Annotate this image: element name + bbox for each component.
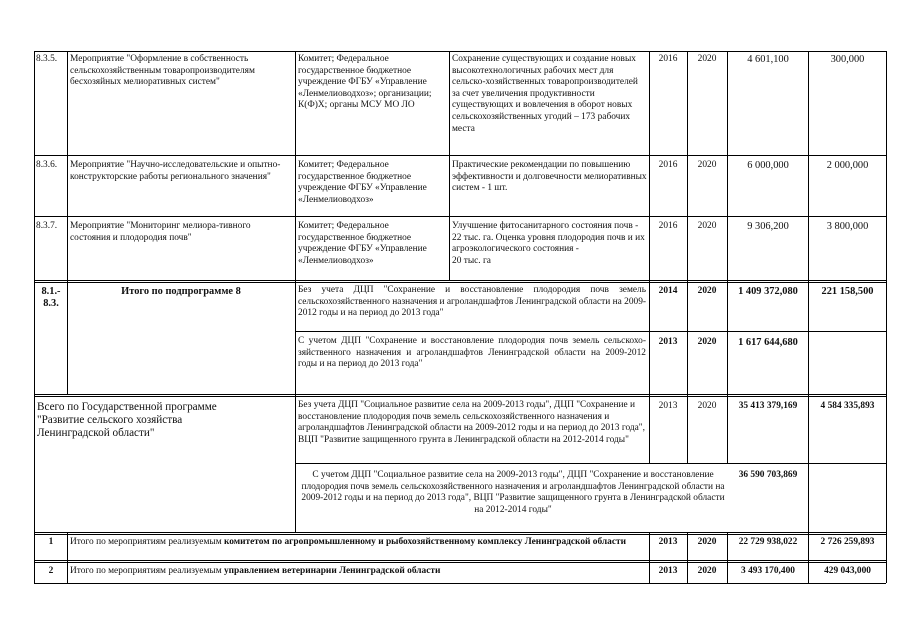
row-divider (295, 331, 886, 332)
subtotal-without-end: 2020 (697, 286, 717, 296)
final-row-end: 2020 (697, 566, 717, 576)
subtotal-without-total: 1 409 372,080 (738, 286, 798, 297)
final-row-regional: 429 043,000 (824, 566, 871, 576)
final-row-text (70, 566, 645, 578)
program-total-label: Всего по Государственной программе "Развитие сельского хозяйства Ленинградской области" (37, 401, 217, 440)
row-number: 8.3.6. (36, 160, 58, 170)
event-name: Мероприятие "Мониторинг мелиора-тивного состояния и плодородия почв" (70, 221, 251, 243)
table-border-left (34, 51, 35, 583)
expected-result: Практические рекомендации по повышению эффективности и долговечности мелиоративных систем - 1 шт. (452, 160, 647, 194)
start-year: 2016 (658, 221, 678, 231)
row-number: 8.3.7. (36, 221, 58, 231)
executor: Комитет; Федеральное государственное бюджетное учреждение ФГБУ «Управление «Ленмелиоводхоз» (298, 160, 427, 205)
table-border-top (34, 51, 886, 52)
end-year: 2020 (697, 160, 717, 170)
end-year: 2020 (697, 221, 717, 231)
final-row-start: 2013 (658, 566, 678, 576)
subtotal-number: 8.1.- 8.3. (41, 286, 61, 310)
start-year: 2016 (658, 160, 678, 170)
col-divider (449, 51, 450, 280)
program-without-total: 35 413 379,169 (738, 401, 798, 411)
final-row-end: 2020 (697, 537, 717, 547)
expected-result: Сохранение существующих и создание новых высокотехнологичных рабочих мест для сельско-хозяйственных товаропроизводителей за счет увеличения продуктивности существующих и вовлечения в оборот новых сельскохозяйственных угодий – 173 рабочих места (452, 54, 638, 134)
final-row-start: 2013 (658, 537, 678, 547)
event-name: Мероприятие "Оформление в собственность сельскохозяйственным товаропроизводителям бесхозяйных мелиоративных систем" (70, 54, 255, 88)
regional-amount: 3 800,000 (826, 221, 869, 232)
regional-amount: 2 000,000 (826, 160, 869, 171)
subtotal-without-start: 2014 (658, 286, 678, 296)
end-year: 2020 (697, 54, 717, 64)
total-amount: 9 306,200 (747, 221, 789, 232)
total-amount: 4 601,100 (747, 54, 789, 65)
row-divider (295, 463, 886, 464)
event-name: Мероприятие "Научно-исследовательские и опытно-конструкторские работы регионального значения" (70, 160, 281, 182)
expected-result: Улучшение фитосанитарного состояния почв - 22 тыс. га. Оценка уровня плодородия почв и их агроэкологического состояния - 20 тыс. га (452, 221, 645, 266)
col-divider (67, 532, 68, 583)
subtotal-with-start: 2013 (658, 337, 678, 347)
row-divider (34, 280, 886, 283)
subtotal-with-end: 2020 (697, 337, 717, 347)
start-year: 2016 (658, 54, 678, 64)
final-row-total: 3 493 170,400 (741, 566, 795, 576)
row-divider (34, 560, 886, 563)
row-divider (34, 216, 886, 217)
program-without-start: 2013 (658, 401, 678, 411)
row-divider (34, 155, 886, 156)
final-row-total: 22 729 938,022 (738, 537, 798, 547)
table-border-bottom (34, 583, 886, 584)
row-number: 8.3.5. (36, 54, 58, 64)
final-row-prefix: Итого по мероприятиям реализуемым (70, 566, 224, 576)
col-divider (295, 280, 296, 532)
program-without-regional: 4 584 335,893 (820, 401, 875, 411)
final-row-regional: 2 726 259,893 (820, 537, 875, 547)
final-row-number: 1 (48, 537, 54, 547)
row-divider (34, 532, 886, 535)
regional-amount: 300,000 (830, 54, 865, 65)
program-with-text: С учетом ДЦП "Социальное развитие села на 2009-2013 годы", ДЦП "Сохранение и восстановление плодородия почв земель сельскохозяйственного назначения и агроландшафтов Ленинградской области на 2009-2012 годы и на период до 2013 года", ВЦП "Развитие защищенного грунта в Ленинградской области на 2012-2014 годы" (301, 470, 725, 515)
total-amount: 6 000,000 (747, 160, 789, 171)
row-divider (34, 394, 886, 397)
final-row-prefix: Итого по мероприятиям реализуемым (70, 537, 224, 547)
subtotal-label: Итого по подпрограмме 8 (121, 286, 241, 297)
final-row-bold: комитетом по агропромышленному и рыбохозяйственному комплексу Ленинградской области (223, 537, 627, 547)
executor: Комитет; Федеральное государственное бюджетное учреждение ФГБУ «Управление «Ленмелиоводхоз»; организации; К(Ф)Х; органы МСУ МО ЛО (298, 54, 432, 111)
executor: Комитет; Федеральное государственное бюджетное учреждение ФГБУ «Управление «Ленмелиоводхоз» (298, 221, 427, 266)
final-row-number: 2 (48, 566, 54, 576)
subtotal-with-total: 1 617 644,680 (738, 337, 798, 348)
col-divider (295, 51, 296, 280)
program-with-total: 36 590 703,869 (738, 470, 798, 480)
subtotal-with-text: С учетом ДЦП "Сохранение и восстановление плодородия почв земель сельскохо-зяйственного назначения и агроландшафтов Ленинградской области на 2009-2012 годы и на период до 2013 года" (298, 336, 646, 370)
final-row-text (70, 537, 645, 549)
subtotal-without-text: Без учета ДЦП "Сохранение и восстановление плодородия почв земель сельскохозяйственного назначения и агроландшафтов Ленинградской области на 2009-2012 годы и на период до 2013 года" (298, 285, 647, 319)
final-row-bold: управлением ветеринарии Ленинградской области (223, 566, 441, 576)
program-without-text: Без учета ДЦП "Социальное развитие села на 2009-2013 годы", ДЦП "Сохранение и восстановление плодородия почв земель сельскохозяйственного назначения и агроландшафтов Ленинградской области на 2009-2012 годы и на период до 2013 года", ВЦП "Развитие защищенного грунта в Ленинградской области на 2012-2014 годы" (298, 400, 645, 445)
subtotal-without-regional: 221 158,500 (821, 286, 874, 297)
table-border-right (886, 51, 887, 583)
col-divider (67, 51, 68, 394)
program-without-end: 2020 (697, 401, 717, 411)
